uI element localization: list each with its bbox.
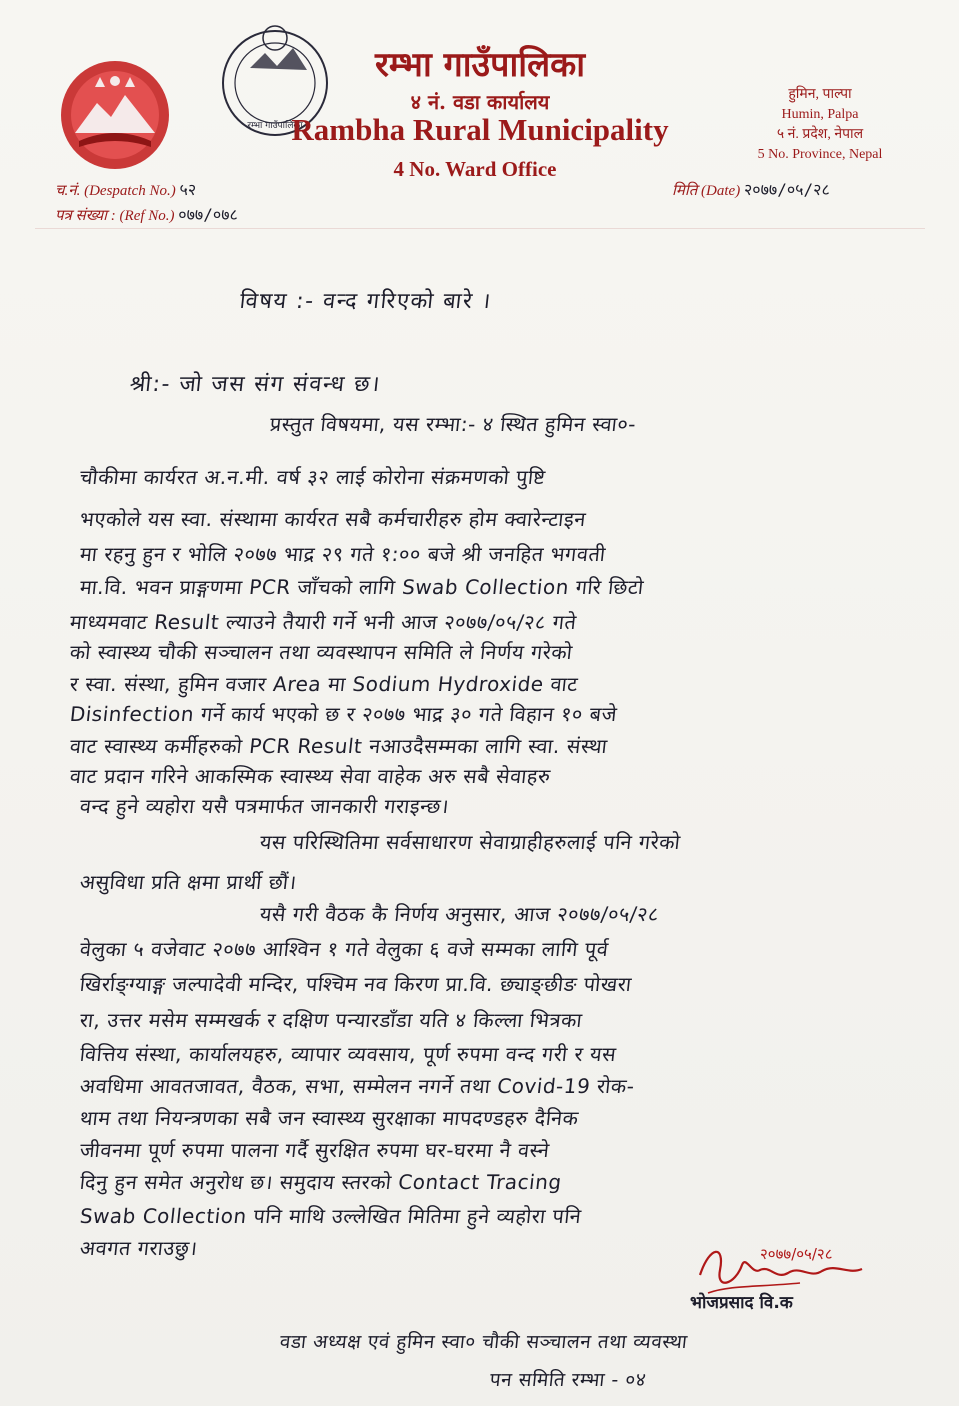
- divider: [35, 228, 925, 229]
- letter-date: [672, 178, 830, 200]
- signer-title-line1: वडा अध्यक्ष एवं हुमिन स्वा० चौकी सञ्चालन तथा व्यवस्था: [278, 1331, 689, 1353]
- despatch-label: च.नं. (Despatch No.): [55, 183, 176, 199]
- despatch-value: ५२: [179, 180, 197, 199]
- signer-name: भोजप्रसाद वि.क: [690, 1293, 793, 1313]
- ref-label: पत्र संख्या : (Ref No.): [55, 208, 175, 224]
- nepal-emblem-icon: [55, 55, 175, 175]
- body-line: मा.वि. भवन प्राङ्गणमा PCR जाँचको लागि Swab Collection गरि छिटो: [78, 575, 646, 599]
- address-line: 5 No. Province, Nepal: [757, 147, 883, 162]
- body-line: रा, उत्तर मसेम सम्मखर्क र दक्षिण पन्यारडाँडा यति ४ किल्ला भित्रका: [78, 1008, 584, 1032]
- municipality-name-en: Rambha Rural Municipality: [291, 112, 669, 147]
- signature-date: २०७७/०५/२८: [760, 1245, 833, 1263]
- body-line: जीवनमा पूर्ण रुपमा पालना गर्दै सुरक्षित रुपमा घर-घरमा नै वस्ने: [78, 1138, 551, 1162]
- body-line: प्रस्तुत विषयमा, यस रम्भा:- ४ स्थित हुमिन स्वा०-: [268, 412, 638, 436]
- address-line: Humin, Palpa: [781, 107, 859, 122]
- body-line: वेलुका ५ वजेवाट २०७७ आश्विन १ गते वेलुका ६ वजे सम्मका लागि पूर्व: [78, 937, 610, 961]
- ref-value: ०७७/०७८: [178, 205, 238, 224]
- date-label: मिति (Date): [672, 183, 741, 199]
- ward-office-en: 4 No. Ward Office: [393, 157, 557, 181]
- reference-number: [55, 203, 238, 225]
- body-line: चौकीमा कार्यरत अ.न.मी. वर्ष ३२ लाई कोरोना संक्रमणको पुष्टि: [78, 465, 547, 489]
- body-line: यस परिस्थितिमा सर्वसाधारण सेवाग्राहीहरुलाई पनि गरेको: [258, 830, 682, 854]
- letter-subject: विषय :- वन्द गरिएको बारे ।: [238, 289, 494, 314]
- body-line: Swab Collection पनि माथि उल्लेखित मितिमा हुने व्यहोरा पनि: [78, 1204, 583, 1228]
- body-line: अवगत गराउछु।: [78, 1236, 199, 1260]
- office-address: [720, 85, 920, 165]
- address-line: हुमिन, पाल्पा: [788, 87, 852, 102]
- body-line: Disinfection गर्ने कार्य भएको छ र २०७७ भाद्र ३० गते विहान १० बजे: [68, 702, 619, 726]
- body-line: भएकोले यस स्वा. संस्थामा कार्यरत सबै कर्मचारीहरु होम क्वारेन्टाइन: [78, 507, 588, 531]
- body-line: वाट प्रदान गरिने आकस्मिक स्वास्थ्य सेवा वाहेक अरु सबै सेवाहरु: [68, 764, 552, 788]
- body-line: वित्तिय संस्था, कार्यालयहरु, व्यापार व्यवसाय, पूर्ण रुपमा वन्द गरी र यस: [78, 1042, 618, 1066]
- body-line: दिनु हुन समेत अनुरोध छ। समुदाय स्तरको Contact Tracing: [78, 1170, 563, 1194]
- body-line: माध्यमवाट Result ल्याउने तैयारी गर्ने भनी आज २०७७/०५/२८ गते: [68, 610, 578, 634]
- ward-office-np: ४ नं. वडा कार्यालय: [410, 90, 550, 114]
- body-line: खिर्राङ्ग्याङ्ग जल्पादेवी मन्दिर, पश्चिम नव किरण प्रा.वि. छ्याङ्छीङ पोखरा: [78, 972, 633, 996]
- municipality-name-np: रम्भा गाउँपालिका: [374, 45, 586, 85]
- body-line: वाट स्वास्थ्य कर्मीहरुको PCR Result नआउदैसम्मका लागि स्वा. संस्था: [68, 734, 609, 758]
- body-line: अवधिमा आवतजावत, वैठक, सभा, सम्मेलन नगर्ने तथा Covid-19 रोक-: [78, 1074, 636, 1098]
- body-line: थाम तथा नियन्त्रणका सबै जन स्वास्थ्य सुरक्षाका मापदण्डहरु दैनिक: [78, 1106, 580, 1130]
- body-line: को स्वास्थ्य चौकी सञ्चालन तथा व्यवस्थापन समिति ले निर्णय गरेको: [68, 640, 574, 664]
- date-value: २०७७/०५/२८: [743, 180, 830, 199]
- signer-title-line2: पन समिति रम्भा - ०४: [488, 1369, 648, 1391]
- letter-salutation: श्री:- जो जस संग संवन्ध छ।: [128, 372, 383, 397]
- body-line: असुविधा प्रति क्षमा प्रार्थी छौं।: [78, 870, 298, 894]
- body-line: मा रहनु हुन र भोलि २०७७ भाद्र २९ गते १:०० बजे श्री जनहित भगवती: [78, 542, 607, 566]
- body-line: र स्वा. संस्था, हुमिन वजार Area मा Sodium Hydroxide वाट: [68, 672, 580, 696]
- address-line: ५ नं. प्रदेश, नेपाल: [776, 127, 864, 142]
- body-line: यसै गरी वैठक कै निर्णय अनुसार, आज २०७७/०५/२८: [258, 902, 661, 926]
- despatch-number: [55, 178, 196, 200]
- body-line: वन्द हुने व्यहोरा यसै पत्रमार्फत जानकारी गराइन्छ।: [78, 794, 451, 818]
- svg-text:रम्भा गाउँपालिका: रम्भा गाउँपालिका: [247, 121, 303, 131]
